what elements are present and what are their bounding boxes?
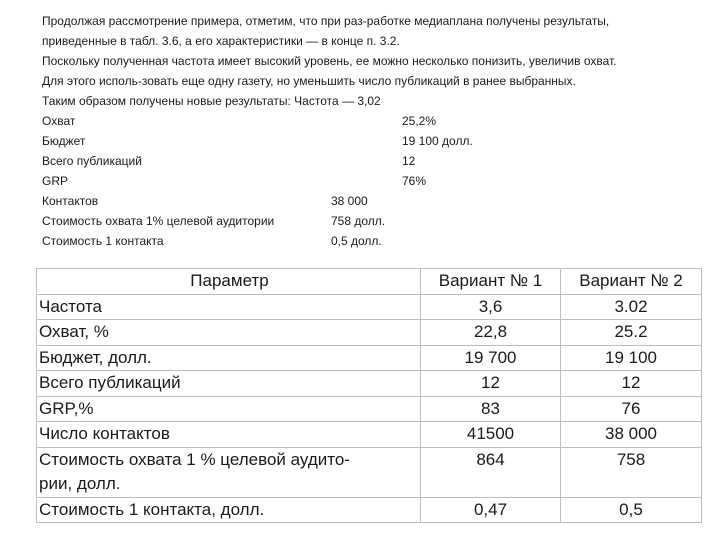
table-row [37, 447, 702, 497]
result-label: Бюджет [42, 134, 86, 148]
param-cell: Охват, % [37, 320, 421, 346]
result-row-budget [42, 131, 702, 151]
variant-1-cell: 0,47 [421, 497, 561, 523]
intro-p2-line-1: Поскольку полученная частота имеет высокий уровень, ее можно несколько понизить, увеличив охват. [42, 54, 617, 68]
table-header-row [37, 269, 702, 295]
table-row [37, 371, 702, 397]
variant-2-cell: 25.2 [561, 320, 702, 346]
result-label: Всего публикаций [42, 154, 142, 168]
result-value: 25,2% [402, 114, 437, 128]
header-variant-1: Вариант № 1 [421, 269, 561, 295]
result-label: Контактов [42, 194, 99, 208]
table-row [37, 294, 702, 320]
results-list [42, 111, 702, 251]
intro-paragraph-3: Таким образом получены новые результаты: Частота — 3,02 [42, 94, 381, 108]
variant-1-cell: 83 [421, 396, 561, 422]
table-row [37, 422, 702, 448]
variant-1-cell: 12 [421, 371, 561, 397]
result-label: Охват [42, 114, 76, 128]
variant-2-cell: 758 [561, 447, 702, 497]
intro-paragraph-1 [42, 11, 702, 51]
result-value: 758 долл. [331, 214, 386, 228]
table-row [37, 320, 702, 346]
result-value: 38 000 [331, 194, 368, 208]
result-row-publications [42, 151, 702, 171]
result-row-contact-cost [42, 231, 702, 251]
result-value: 12 [402, 154, 416, 168]
result-row-reach-cost [42, 211, 702, 231]
intro-p2-line-2: Для этого исполь-зовать еще одну газету, но уменьшить число публикаций в ранее выбранных. [42, 74, 576, 88]
intro-p1-line-2: приведенные в табл. 3.6, а его характеристики — в конце п. 3.2. [42, 34, 400, 48]
result-row-reach [42, 111, 702, 131]
variant-2-cell: 38 000 [561, 422, 702, 448]
result-label: Стоимость 1 контакта [42, 234, 164, 248]
variant-1-cell: 3,6 [421, 294, 561, 320]
result-value: 19 100 долл. [402, 134, 473, 148]
variant-2-cell: 0,5 [561, 497, 702, 523]
variant-2-cell: 3.02 [561, 294, 702, 320]
param-cell: Всего публикаций [37, 371, 421, 397]
param-cell: GRP,% [37, 396, 421, 422]
table-row [37, 345, 702, 371]
param-cell: Стоимость 1 контакта, долл. [37, 497, 421, 523]
result-label: GRP [42, 174, 69, 188]
result-label: Стоимость охвата 1% целевой аудитории [42, 214, 275, 228]
param-cell: Частота [37, 294, 421, 320]
param-cell: Бюджет, долл. [37, 345, 421, 371]
table-row [37, 497, 702, 523]
param-cell [37, 447, 421, 497]
variant-1-cell: 22,8 [421, 320, 561, 346]
result-row-contacts [42, 191, 702, 211]
header-variant-2: Вариант № 2 [561, 269, 702, 295]
table-row [37, 396, 702, 422]
variant-2-cell: 12 [561, 371, 702, 397]
header-parameter: Параметр [37, 269, 421, 295]
comparison-table [36, 268, 702, 523]
result-value: 0,5 долл. [331, 234, 382, 248]
variant-1-cell: 41500 [421, 422, 561, 448]
param-cell: Число контактов [37, 422, 421, 448]
param-line: рии, долл. [39, 474, 121, 493]
result-row-grp [42, 171, 702, 191]
result-value: 76% [402, 174, 427, 188]
variant-1-cell: 864 [421, 447, 561, 497]
variant-2-cell: 19 100 [561, 345, 702, 371]
intro-p1-line-1: Продолжая рассмотрение примера, отметим, что при раз-работке медиаплана получены результаты, [42, 14, 610, 28]
intro-paragraph-2 [42, 51, 702, 91]
variant-1-cell: 19 700 [421, 345, 561, 371]
variant-2-cell: 76 [561, 396, 702, 422]
param-line: Стоимость охвата 1 % целевой аудито- [39, 449, 350, 469]
